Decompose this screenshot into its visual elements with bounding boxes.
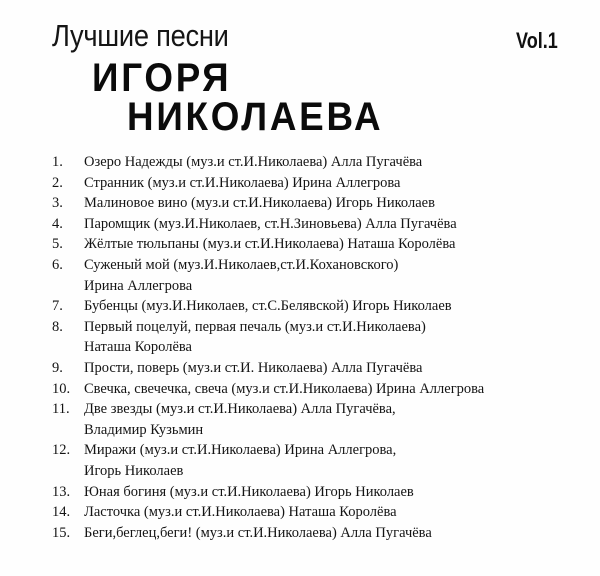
track-title [84, 317, 584, 358]
track-title [84, 296, 584, 317]
track-item [52, 440, 592, 481]
track-title [84, 502, 584, 523]
artist-name-line-1: ИГОРЯ [92, 56, 232, 100]
track-item [52, 379, 592, 400]
track-number: 3. [52, 195, 63, 212]
track-title [84, 234, 584, 255]
track-line: Первый поцелуй, первая печаль (муз.и ст.И.Николаева) [84, 318, 426, 335]
track-item [52, 502, 592, 523]
track-number: 14. [52, 504, 71, 521]
track-number: 15. [52, 524, 71, 541]
track-item [52, 173, 592, 194]
track-line: Две звезды (муз.и ст.И.Николаева) Алла Пугачёва, [84, 401, 396, 418]
track-item [52, 399, 592, 440]
track-line: Озеро Надежды (муз.и ст.И.Николаева) Алла Пугачёва [84, 154, 423, 170]
track-line: Ласточка (муз.и ст.И.Николаева) Наташа Королёва [84, 504, 397, 521]
track-number: 4. [52, 215, 63, 232]
track-title [84, 379, 584, 400]
track-number: 2. [52, 174, 63, 191]
track-number: 9. [52, 359, 63, 376]
track-number: 7. [52, 298, 63, 315]
track-number: 10. [52, 380, 71, 397]
artist-name-line-2: НИКОЛАЕВА [127, 95, 384, 139]
track-item [52, 255, 592, 296]
track-item [52, 317, 592, 358]
track-line-continued: Владимир Кузьмин [84, 421, 204, 438]
track-line-continued: Наташа Королёва [84, 339, 192, 356]
track-title [84, 440, 584, 481]
track-item [52, 152, 592, 173]
track-title [84, 193, 584, 214]
track-line: Суженый мой (муз.И.Николаев,ст.И.Кохановского) [84, 256, 399, 273]
track-item [52, 193, 592, 214]
track-line: Прости, поверь (муз.и ст.И. Николаева) Алла Пугачёва [84, 359, 423, 376]
track-title [84, 482, 584, 503]
track-number: 6. [52, 256, 63, 273]
track-title [84, 523, 584, 544]
track-item [52, 296, 592, 317]
track-line: Бубенцы (муз.И.Николаев, ст.С.Белявской) Игорь Николаев [84, 298, 452, 315]
track-number: 1. [52, 154, 63, 170]
track-number: 5. [52, 236, 63, 253]
track-item [52, 358, 592, 379]
track-item [52, 234, 592, 255]
track-number: 11. [52, 401, 70, 418]
track-number: 13. [52, 483, 71, 500]
track-line: Малиновое вино (муз.и ст.И.Николаева) Игорь Николаев [84, 195, 435, 212]
track-title [84, 173, 584, 194]
track-line: Паромщик (муз.И.Николаев, ст.Н.Зиновьева) Алла Пугачёва [84, 215, 457, 232]
track-title [84, 255, 584, 296]
track-list [52, 152, 592, 543]
track-item [52, 214, 592, 235]
volume-label: Vol.1 [516, 28, 558, 53]
track-title [84, 152, 584, 173]
track-number: 8. [52, 318, 63, 335]
track-number: 12. [52, 442, 71, 459]
track-line: Беги,беглец,беги! (муз.и ст.И.Николаева) Алла Пугачёва [84, 524, 432, 541]
track-line-continued: Игорь Николаев [84, 462, 184, 479]
track-line: Миражи (муз.и ст.И.Николаева) Ирина Аллегрова, [84, 442, 397, 459]
track-item [52, 523, 592, 544]
track-item [52, 482, 592, 503]
track-title [84, 214, 584, 235]
track-title [84, 399, 584, 440]
track-line: Юная богиня (муз.и ст.И.Николаева) Игорь Николаев [84, 483, 414, 500]
album-subtitle: Лучшие песни [52, 18, 229, 53]
track-title [84, 358, 584, 379]
track-line: Жёлтые тюльпаны (муз.и ст.И.Николаева) Наташа Королёва [84, 236, 456, 253]
track-line: Странник (муз.и ст.И.Николаева) Ирина Аллегрова [84, 174, 401, 191]
track-line: Свечка, свечечка, свеча (муз.и ст.И.Николаева) Ирина Аллегрова [84, 380, 485, 397]
track-line-continued: Ирина Аллегрова [84, 277, 193, 294]
